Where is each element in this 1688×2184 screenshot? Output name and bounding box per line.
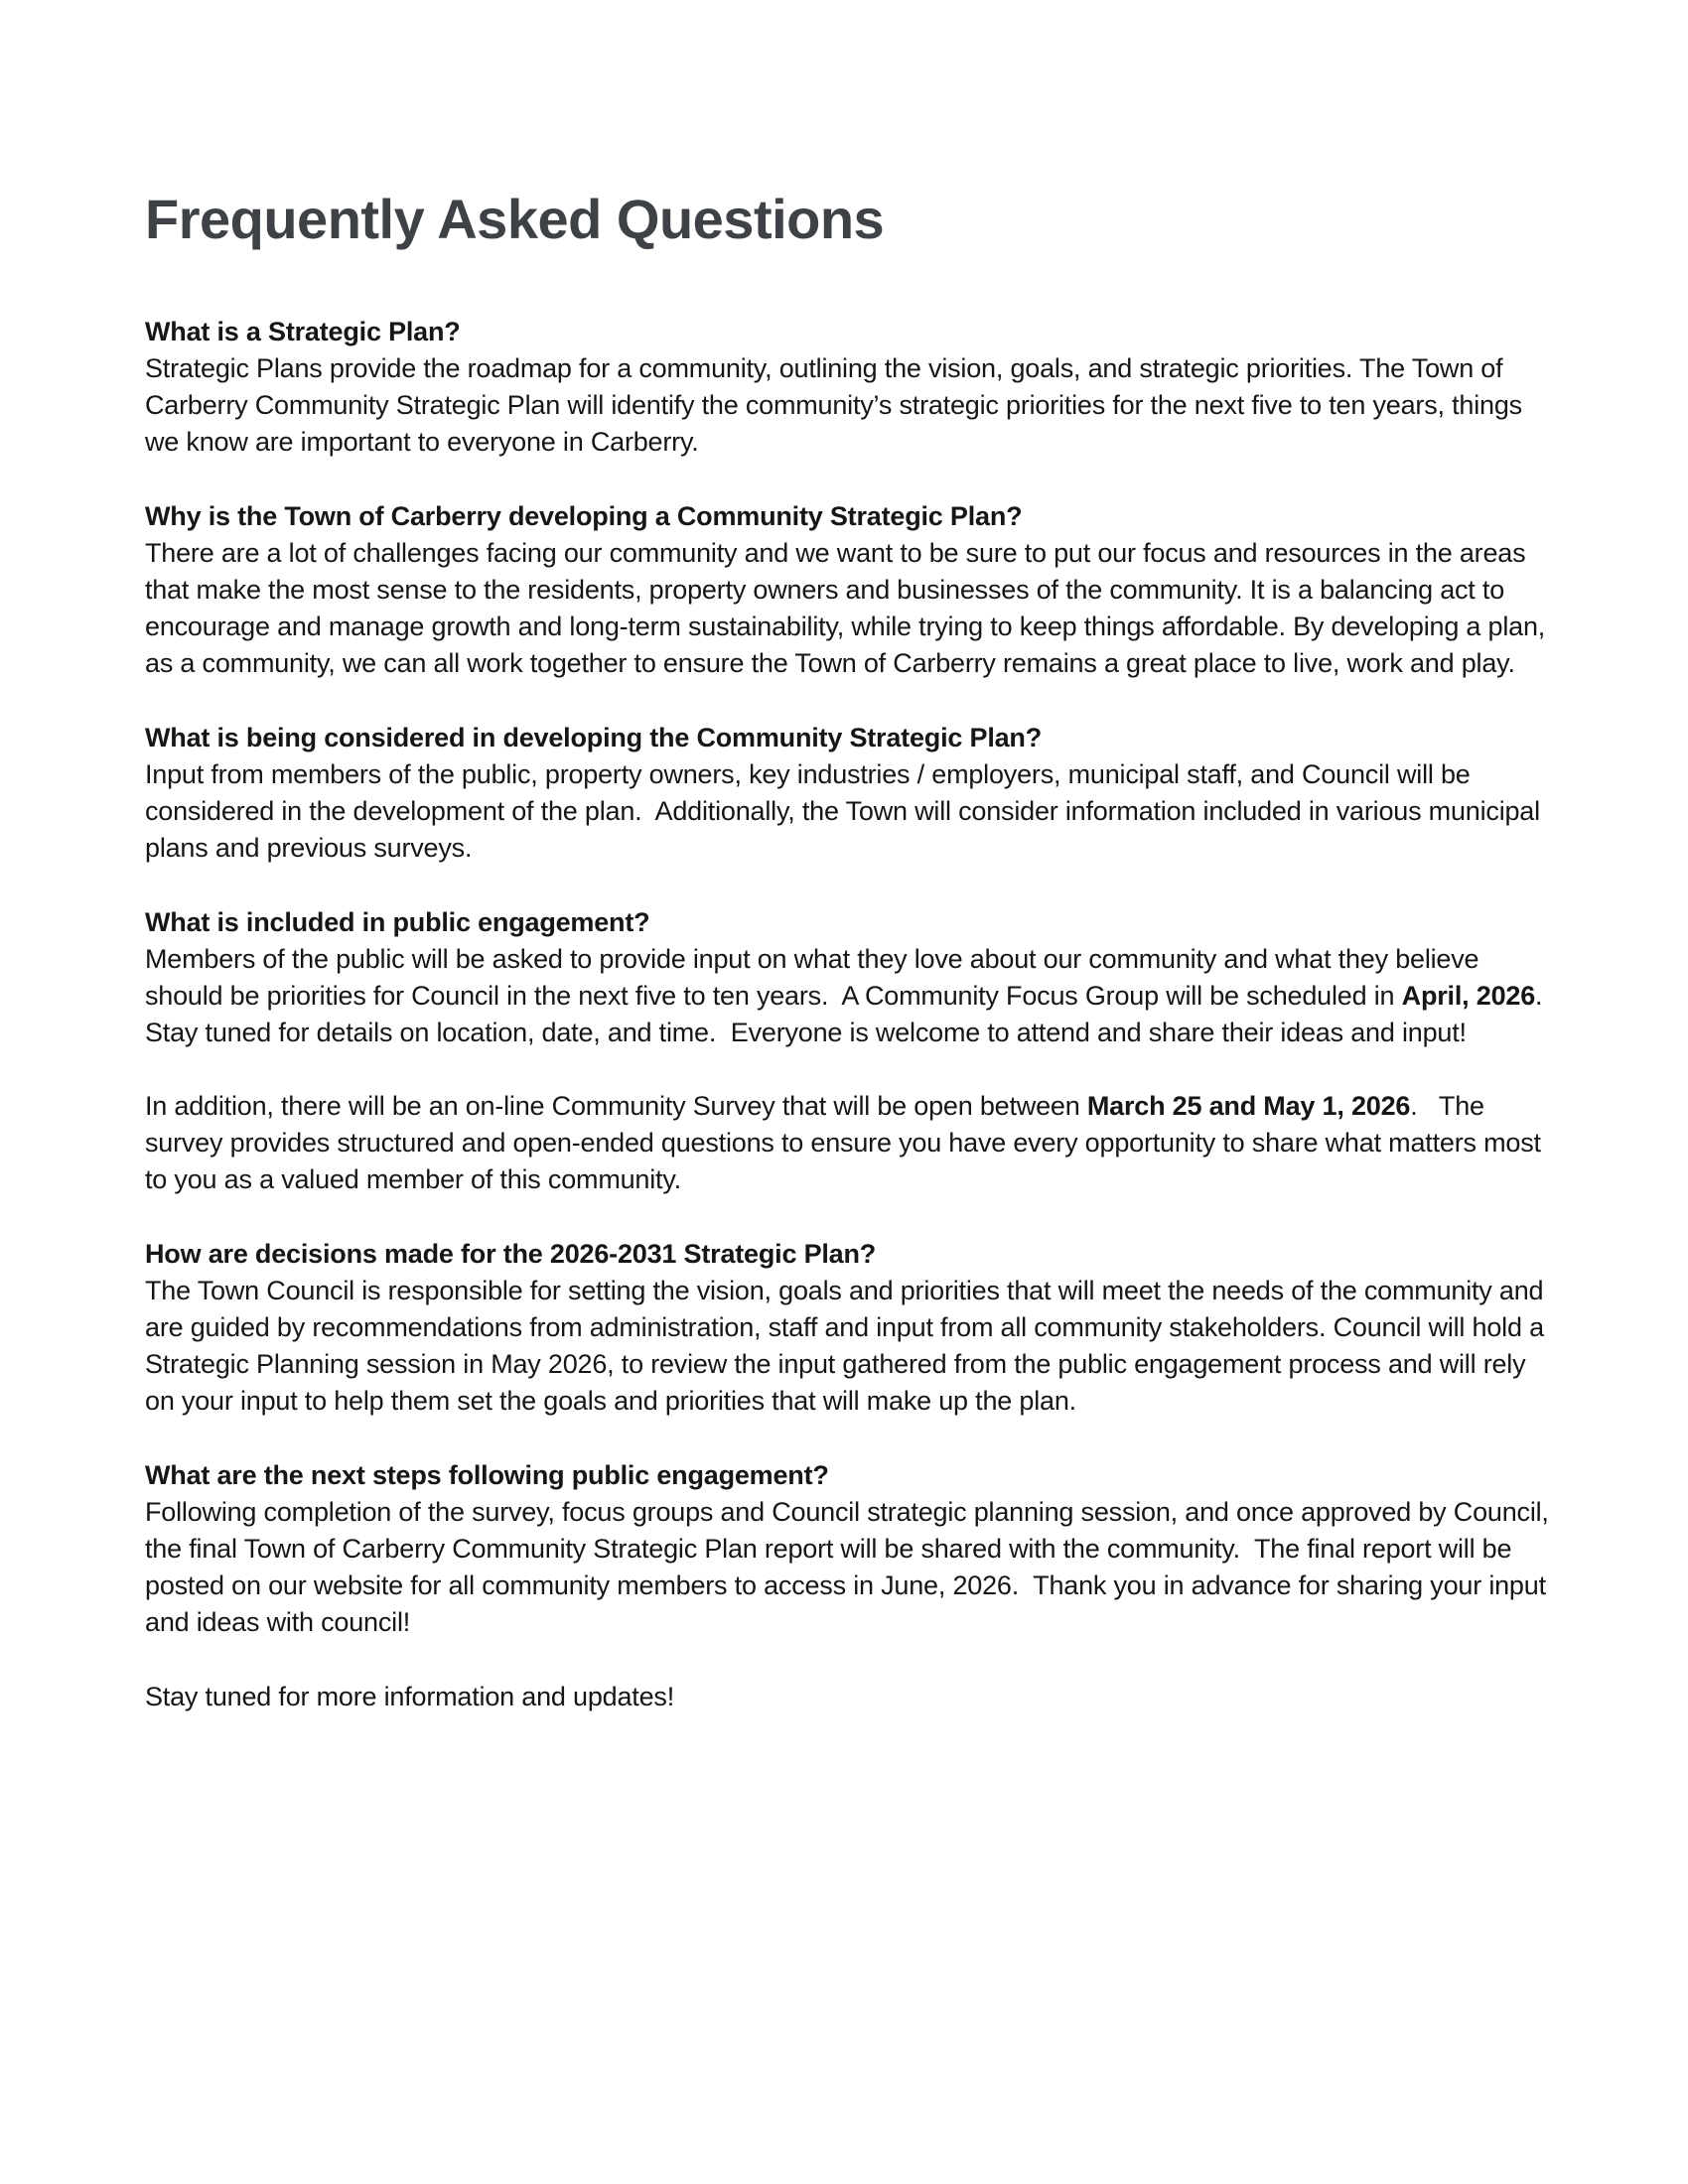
answer-paragraph: [145, 1088, 1551, 1198]
text-run: . The survey provides structured and open-ended questions to ensure you have every opportunity to share what matters most to you as a valued member of this community.: [145, 1090, 1549, 1194]
text-run: Following completion of the survey, focus groups and Council strategic planning session, and once approved by Council, the final Town of Carberry Community Strategic Plan report will be shared with the community. The final report will be posted on our website for all community members to access in June, 2026. Thank you in advance for sharing your input and ideas with council!: [145, 1496, 1557, 1637]
closing-line: Stay tuned for more information and updates!: [145, 1681, 675, 1711]
faq-section: [145, 1236, 1551, 1420]
answer-paragraph: [145, 1273, 1551, 1420]
question-heading: What is a Strategic Plan?: [145, 316, 461, 346]
faq-section: [145, 720, 1551, 867]
faq-section: [145, 1457, 1557, 1641]
answer-paragraph: [145, 1494, 1557, 1641]
text-run: Input from members of the public, property owners, key industries / employers, municipal staff, and Council will be considered in the development of the plan. Additionally, the Town will consider information included in various municipal plans and previous surveys.: [145, 758, 1548, 863]
text-run: In addition, there will be an on-line Community Survey that will be open between: [145, 1090, 1087, 1121]
faq-section: [145, 314, 1551, 461]
question-heading: What is included in public engagement?: [145, 906, 650, 937]
faq-sections: [145, 314, 1557, 1641]
question-heading: What are the next steps following public engagement?: [145, 1459, 829, 1490]
question-heading: Why is the Town of Carberry developing a Community Strategic Plan?: [145, 500, 1023, 531]
answer-paragraph: [145, 535, 1551, 682]
text-run: . Stay tuned for details on location, date, and time. Everyone is welcome to attend and share their ideas and input!: [145, 980, 1557, 1047]
text-run: The Town Council is responsible for setting the vision, goals and priorities that will meet the needs of the community and are guided by recommendations from administration, staff and input from all community stakeholders. Council will hold a Strategic Planning session in May 2026, to review the input gathered from the public engagement process and will rely on your input to help them set the goals and priorities that will make up the plan.: [145, 1275, 1552, 1416]
text-run: Strategic Plans provide the roadmap for a community, outlining the vision, goals, and strategic priorities. The Town of Carberry Community Strategic Plan will identify the community’s strategic priorities for the next five to ten years, things we know are important to everyone in Carberry.: [145, 352, 1530, 457]
bold-text-run: April, 2026: [1401, 980, 1536, 1011]
page-title: Frequently Asked Questions: [145, 188, 885, 250]
answer-paragraph: [145, 941, 1557, 1051]
faq-section: [145, 498, 1551, 682]
bold-text-run: March 25 and May 1, 2026: [1086, 1090, 1411, 1121]
text-run: There are a lot of challenges facing our community and we want to be sure to put our focus and resources in the areas that make the most sense to the residents, property owners and businesses of the community. It is a balancing act to encourage and manage growth and long-term sustainability, while trying to keep things affordable. By developing a plan, as a community, we can all work together to ensure the Town of Carberry remains a great place to live, work and play.: [145, 537, 1553, 678]
answer-paragraph: [145, 350, 1551, 461]
question-heading: How are decisions made for the 2026-2031 Strategic Plan?: [145, 1238, 877, 1269]
question-heading: What is being considered in developing the Community Strategic Plan?: [145, 722, 1043, 752]
answer-paragraph: [145, 756, 1551, 867]
text-run: Members of the public will be asked to provide input on what they love about our community and what they believe should be priorities for Council in the next five to ten years. A Community Focus Group will be scheduled in: [145, 943, 1486, 1011]
faq-section: [145, 904, 1557, 1198]
